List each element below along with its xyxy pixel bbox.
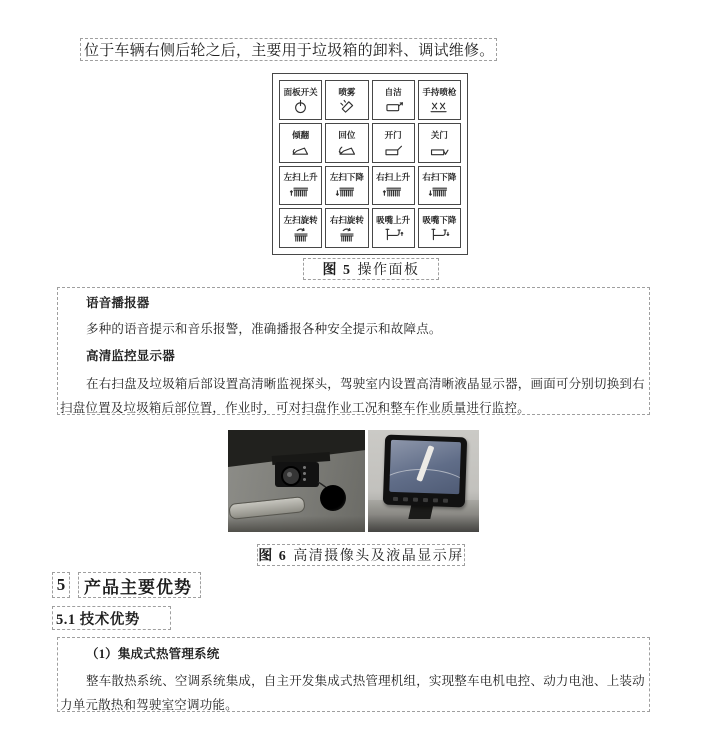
operation-panel-figure	[272, 73, 468, 255]
brush-up-icon	[382, 184, 405, 199]
panel-button-nozzle-down: 吸嘴下降	[418, 208, 461, 248]
brush-down-icon	[335, 184, 358, 199]
panel-button-self-clean: 自洁	[372, 80, 415, 120]
advantage1-text-line2: 力单元散热和驾驶室空调功能。	[60, 698, 238, 712]
section5-title: 产品主要优势	[78, 572, 201, 598]
panel-button-right-brush-up: 右扫上升	[372, 166, 415, 206]
panel-button-right-brush-rotate: 右扫旋转	[325, 208, 368, 248]
section51-title: 5.1 技术优势	[52, 606, 171, 630]
panel-button-close-door: 关门	[418, 123, 461, 163]
close-door-icon	[428, 142, 451, 157]
self-clean-icon	[382, 99, 405, 114]
hd-monitor-text-line1: 在右扫盘及垃圾箱后部设置高清晰监视探头，驾驶室内设置高清晰液晶显示器，画面可分别切换到右	[86, 377, 645, 391]
brush-down-icon	[428, 184, 451, 199]
advantage-section	[57, 637, 650, 712]
panel-button-left-brush-up: 左扫上升	[279, 166, 322, 206]
panel-button-power: 面板开关	[279, 80, 322, 120]
voice-broadcaster-text: 多种的语音提示和音乐报警，准确播报各种安全提示和故障点。	[86, 322, 442, 336]
spray-gun-icon	[428, 99, 451, 114]
figure5-title: 操作面板	[357, 263, 420, 278]
panel-button-tip: 倾翻	[279, 123, 322, 163]
power-icon	[289, 99, 312, 114]
nozzle-down-icon	[428, 227, 451, 242]
panel-button-spray: 喷雾	[325, 80, 368, 120]
camera-photo	[228, 430, 365, 532]
voice-broadcaster-heading: 语音播报器	[86, 296, 150, 310]
return-icon	[335, 142, 358, 157]
section5-number: 5	[52, 572, 70, 598]
advantage1-heading: （1）集成式热管理系统	[86, 647, 220, 661]
spray-icon	[335, 99, 358, 114]
advantage1-text-line1: 整车散热系统、空调系统集成，自主开发集成式热管理机组，实现整车电机电控、动力电池、上装动	[86, 674, 645, 688]
feature-section	[57, 287, 650, 415]
hd-monitor-text-line2: 扫盘位置及垃圾箱后部位置，作业时，可对扫盘作业工况和整车作业质量进行监控。	[60, 401, 530, 415]
panel-button-return: 回位	[325, 123, 368, 163]
open-door-icon	[382, 142, 405, 157]
mount-hole	[320, 485, 346, 511]
hd-monitor-heading: 高清监控显示器	[86, 349, 175, 363]
brush-rotate-icon	[289, 227, 312, 242]
figure6-title: 高清摄像头及液晶显示屏	[293, 549, 464, 564]
figure5-caption	[303, 258, 439, 280]
figure5-number: 图 5	[322, 263, 352, 278]
panel-button-open-door: 开门	[372, 123, 415, 163]
intro-text: 位于车辆右侧后轮之后，主要用于垃圾箱的卸料、调试维修。	[84, 43, 495, 59]
panel-button-grid	[273, 74, 467, 254]
lcd-screen	[389, 440, 461, 494]
monitor-photo	[368, 430, 479, 532]
panel-button-right-brush-down: 右扫下降	[418, 166, 461, 206]
intro-sentence	[80, 38, 497, 61]
lcd-monitor	[383, 435, 467, 508]
panel-button-nozzle-up: 吸嘴上升	[372, 208, 415, 248]
figure6-caption	[257, 544, 465, 566]
figure6-number: 图 6	[258, 549, 288, 564]
panel-button-left-brush-rotate: 左扫旋转	[279, 208, 322, 248]
brush-rotate-icon	[335, 227, 358, 242]
tip-icon	[289, 142, 312, 157]
panel-button-left-brush-down: 左扫下降	[325, 166, 368, 206]
brush-up-icon	[289, 184, 312, 199]
nozzle-up-icon	[382, 227, 405, 242]
panel-button-spray-gun: 手持喷枪	[418, 80, 461, 120]
